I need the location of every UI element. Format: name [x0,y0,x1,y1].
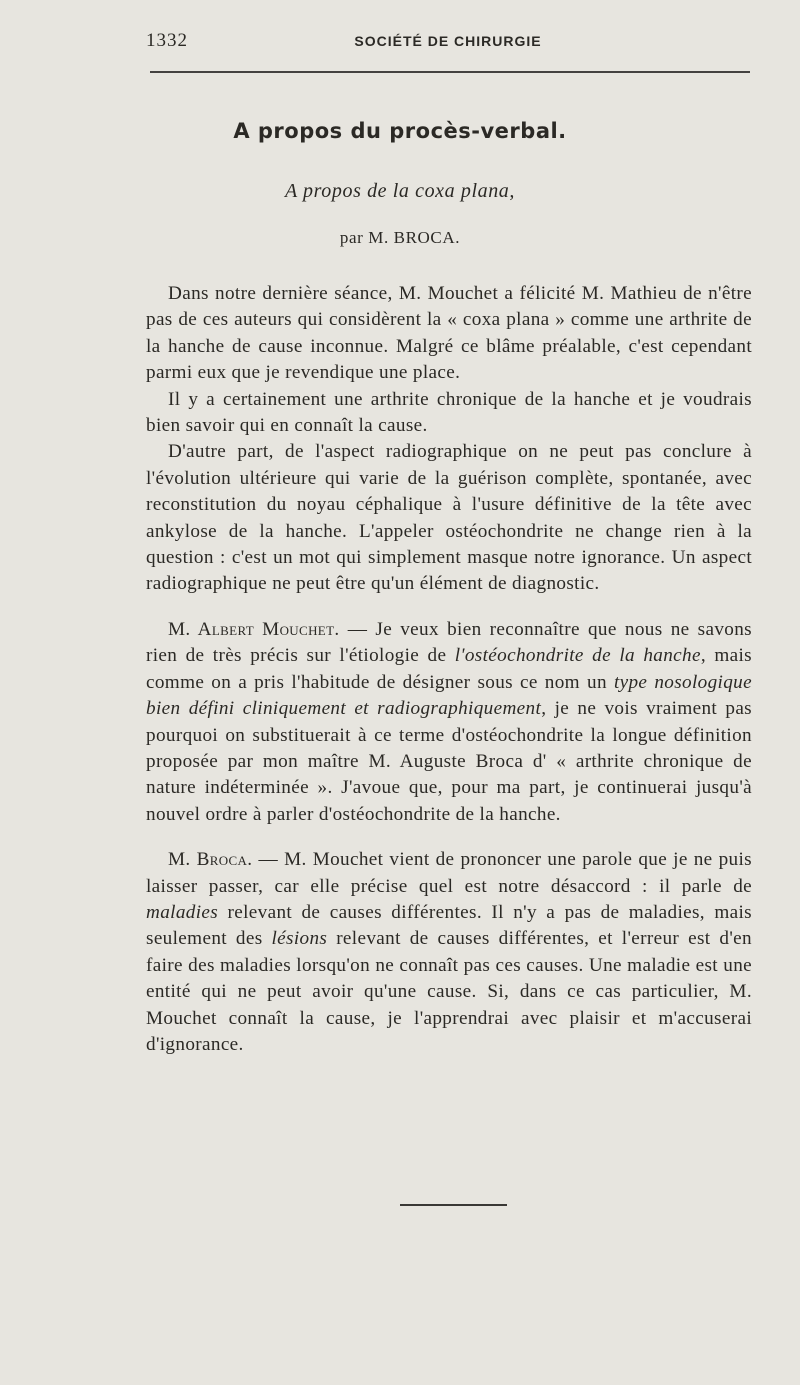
article-title: A propos du procès-verbal. [233,119,567,143]
header-rule [150,71,750,73]
paragraph-3: D'autre part, de l'aspect radiographique on ne peut pas conclure à l'évolution ultérieure qui varie de la guérison complète, spontanée, avec reconstitution du noyau céphalique à l'usure définitive de la tête avec ankylose de la hanche. L'appeler ostéochondrite ne change rien à la question : c'est un mot qui simplement masque notre ignorance. Un aspect radiographique ne peut être qu'un élément de diagnostic. [146,441,752,595]
paragraph-2: Il y a certainement une arthrite chronique de la hanche et je voudrais bien savoir qui en connaît la cause. [146,388,752,437]
section-gap [146,828,752,847]
reply-mouchet-italic-1: l'ostéochondrite de la hanche [454,645,701,667]
reply-broca-italic-1: maladies [146,901,219,923]
speaker-mouchet: M. Albert Mouchet. [168,618,340,640]
closing-rule [400,1204,507,1206]
paragraph-1: Dans notre dernière séance, M. Mouchet a félicité M. Mathieu de n'être pas de ces auteurs qui considèrent la « coxa plana » comme une arthrite de la hanche de cause inconnue. Malgré ce blâme préalable, c'est cependant parmi eux que je revendique une place. [146,283,752,384]
reply-broca-italic-2: lésions [271,928,328,950]
section-gap [146,598,752,617]
article-subtitle: A propos de la coxa plana, [284,180,516,202]
speaker-broca: M. Broca. [168,849,253,871]
reply-broca-text-1: — M. Mouchet vient de prononcer une parole que je ne puis laisser passer, car elle précise quel est notre désaccord : il parle de [146,849,752,897]
article-body [146,281,752,1058]
running-head [146,30,750,54]
article-author: par M. BROCA. [339,228,461,247]
page-number: 1332 [146,30,188,51]
reply-broca-text-2: relevant de causes différentes. Il n'y a pas de maladies, mais seulement des [146,901,752,950]
reply-broca-text-3: relevant de causes différentes, et l'erreur est d'en faire des maladies lorsqu'on ne connaît pas ces causes. Une maladie est une entité qui ne peut avoir qu'une cause. Si, dans ce cas particulier, M. Mouchet connaît la cause, je l'apprendrai avec plaisir et m'accuserai d'ignorance. [146,928,752,1055]
reply-mouchet-text-2: , mais comme on a pris l'habitude de désigner sous ce nom un [146,645,752,693]
reply-mouchet [146,617,752,828]
reply-mouchet-text-1: — Je veux bien reconnaître que nous ne savons rien de très précis sur l'étiologie de [146,618,752,667]
reply-mouchet-italic-2: type nosologique bien défini cliniquement et radiographiquement [146,671,752,720]
reply-broca [146,847,752,1058]
reply-mouchet-text-3: , je ne vois vraiment pas pourquoi on substituerait à ce terme d'ostéochondrite la longue définition proposée par mon maître M. Auguste Broca d' « arthrite chronique de nature indéterminée ». J'avoue que, pour ma part, je continuerai jusqu'à nouvel ordre à parler d'ostéochondrite de la hanche. [146,698,752,825]
journal-title: SOCIÉTÉ DE CHIRURGIE [354,33,542,49]
